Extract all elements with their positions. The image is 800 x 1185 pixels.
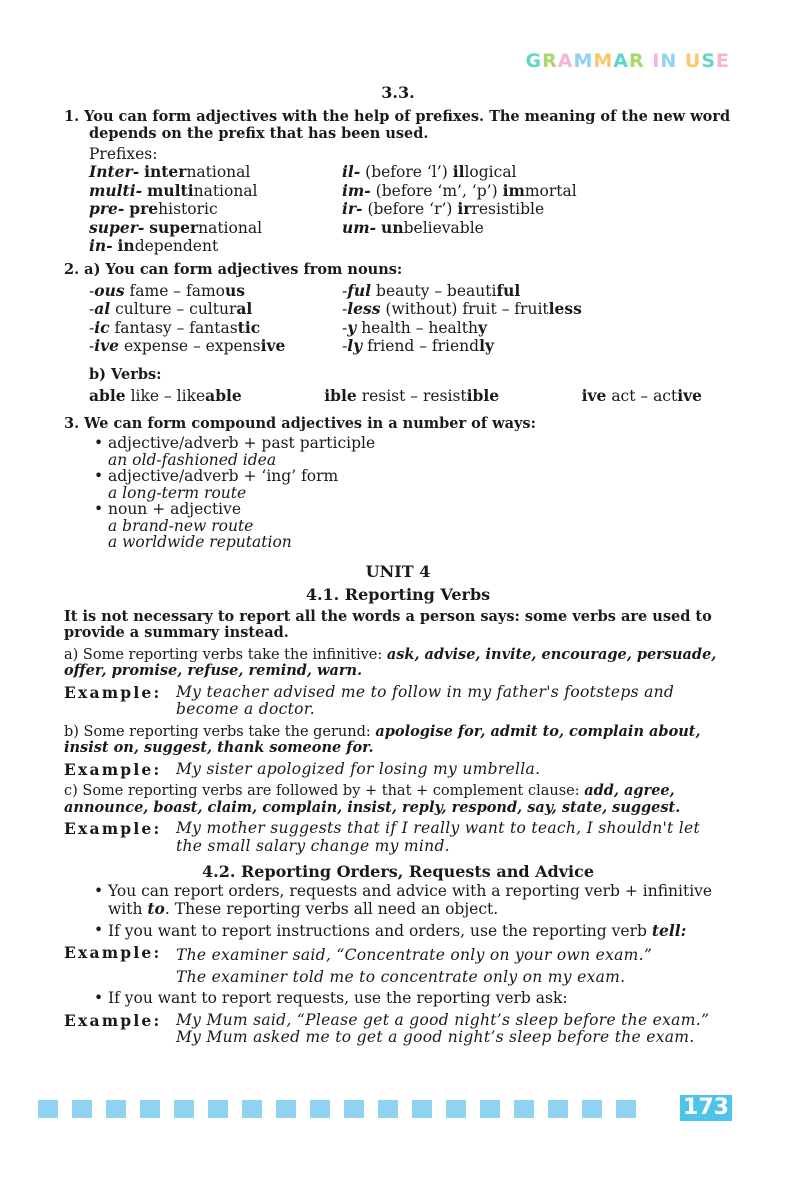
header-letter: M bbox=[573, 50, 594, 72]
suffix-row: -ful beauty – beautiful bbox=[342, 280, 521, 300]
footer-square bbox=[208, 1100, 228, 1118]
header-letter: R bbox=[542, 50, 558, 72]
header-letter: I bbox=[652, 50, 661, 72]
point-2a-heading: 2. a) You can form adjectives from nouns: bbox=[64, 260, 403, 278]
footer-square bbox=[616, 1100, 636, 1118]
rule-b: b) Some reporting verbs take the gerund: apologise for, admit to, complain about, insist on, suggest, thank someone for. bbox=[64, 722, 701, 756]
header-letter: A bbox=[557, 50, 574, 72]
compound-item: • adjective/adverb + past participle an old-fashioned idea bbox=[108, 435, 732, 468]
footer-square bbox=[378, 1100, 398, 1118]
unit-4-title: UNIT 4 bbox=[365, 561, 431, 581]
example-5: Example: My Mum said, “Please get a good night’s sleep before the exam.” My Mum asked me to get a good night’s sleep before the exam. bbox=[64, 1010, 710, 1046]
compound-list bbox=[64, 435, 732, 551]
header-space bbox=[677, 50, 685, 72]
suffix-row: -ous fame – famous bbox=[89, 280, 245, 300]
suffix-row: -ic fantasy – fantastic bbox=[89, 317, 261, 337]
noun-suffix-table bbox=[64, 282, 732, 356]
footer-square bbox=[242, 1100, 262, 1118]
footer-square bbox=[72, 1100, 92, 1118]
page-content bbox=[64, 84, 732, 1047]
header-letter: R bbox=[629, 50, 645, 72]
point-3 bbox=[64, 415, 732, 551]
example-1: Example: My teacher advised me to follow in my father's footsteps and become a doctor. bbox=[64, 682, 675, 718]
page-number: 173 bbox=[680, 1095, 732, 1121]
example-label: Example: bbox=[64, 819, 162, 838]
section-4-2-title: 4.2. Reporting Orders, Requests and Advice bbox=[201, 862, 595, 881]
point-3-heading: 3. We can form compound adjectives in a number of ways: bbox=[64, 415, 536, 432]
header-letter: A bbox=[613, 50, 630, 72]
rule-c: c) Some reporting verbs are followed by + that + complement clause: add, agree, announce, boast, claim, complain, insist, reply, respond, say, state, suggest. bbox=[64, 782, 681, 816]
point-1-heading-line: 1. You can form adjectives with the help of prefixes. The meaning of the new word bbox=[64, 107, 731, 125]
verb-suffix-item: ive act – active bbox=[581, 385, 702, 405]
footer-square bbox=[174, 1100, 194, 1118]
reporting-bullet: • If you want to report requests, use the reporting verb ask: bbox=[108, 990, 732, 1008]
example-label: Example: bbox=[64, 943, 162, 962]
example-label: Example: bbox=[64, 759, 162, 779]
reporting-bullets bbox=[64, 990, 732, 1008]
header-letter: E bbox=[716, 50, 730, 72]
prefix-row: super- supernational bbox=[89, 217, 263, 237]
reporting-bullet: • You can report orders, requests and advice with a reporting verb + infinitive with to. These reporting verbs all need an object. bbox=[108, 883, 732, 919]
footer-square bbox=[514, 1100, 534, 1118]
prefix-table bbox=[89, 163, 732, 256]
suffix-row: -ive expense – expensive bbox=[89, 336, 286, 355]
example-label: Example: bbox=[64, 682, 162, 702]
prefixes-label: Prefixes: bbox=[89, 144, 158, 163]
point-1 bbox=[64, 108, 732, 256]
prefix-row: pre- prehistoric bbox=[89, 199, 218, 218]
footer-square bbox=[548, 1100, 568, 1118]
footer-decoration bbox=[38, 1098, 728, 1120]
footer-square bbox=[412, 1100, 432, 1118]
footer-square bbox=[276, 1100, 296, 1118]
reporting-bullet: • If you want to report instructions and orders, use the reporting verb tell: bbox=[108, 922, 732, 941]
compound-item: • noun + adjective a brand-new route a worldwide reputation bbox=[108, 501, 732, 551]
running-header bbox=[525, 50, 730, 72]
section-3-3-title: 3.3. bbox=[381, 83, 415, 102]
prefix-row: ir- (before ‘r’) irresistible bbox=[342, 199, 545, 218]
footer-square bbox=[480, 1100, 500, 1118]
footer-square bbox=[344, 1100, 364, 1118]
prefix-row: multi- multinational bbox=[89, 180, 258, 200]
rule-a: a) Some reporting verbs take the infinitive: ask, advise, invite, encourage, persuade, offer, promise, refuse, remind, warn. bbox=[64, 645, 717, 679]
example-2: Example: My sister apologized for losing my umbrella. bbox=[64, 759, 541, 779]
header-letter: S bbox=[701, 50, 717, 72]
point-2 bbox=[64, 261, 732, 406]
footer-square bbox=[106, 1100, 126, 1118]
example-3: Example: My mother suggests that if I really want to teach, I shouldn't let the small salary change my mind. bbox=[64, 819, 701, 855]
prefix-row: il- (before ‘l’) illogical bbox=[342, 162, 517, 181]
example-label: Example: bbox=[64, 1010, 162, 1030]
compound-item: • adjective/adverb + ‘ing’ form a long-term route bbox=[108, 468, 732, 501]
point-1-heading bbox=[64, 108, 732, 142]
section-4-1-title: 4.1. Reporting Verbs bbox=[305, 585, 491, 604]
verb-suffix-row bbox=[64, 387, 732, 406]
point-1-heading-line: depends on the prefix that has been used. bbox=[89, 124, 429, 142]
header-letter: U bbox=[684, 50, 702, 72]
verb-suffix-item: able like – likeable bbox=[89, 385, 242, 405]
prefix-row: Inter- international bbox=[89, 162, 251, 181]
suffix-row: -less (without) fruit – fruitless bbox=[342, 299, 582, 318]
footer-square bbox=[140, 1100, 160, 1118]
example-4: Example: The examiner said, “Concentrate only on your own exam.” The examiner told me to concentrate only on my exam. bbox=[64, 943, 653, 986]
prefix-row: um- unbelievable bbox=[342, 217, 484, 237]
suffix-row: -ly friend – friendly bbox=[342, 336, 494, 355]
suffix-row: -y health – healthy bbox=[342, 317, 487, 337]
suffix-row: -al culture – cultural bbox=[89, 299, 253, 318]
verb-suffix-item: ible resist – resistible bbox=[324, 385, 500, 405]
prefix-row: im- (before ‘m’, ‘p’) immortal bbox=[342, 180, 577, 200]
footer-square bbox=[310, 1100, 330, 1118]
unit-4-intro: It is not necessary to report all the words a person says: some verbs are used to provide a summary instead. bbox=[64, 607, 712, 641]
header-letter: M bbox=[593, 50, 614, 72]
prefix-row: in- independent bbox=[89, 236, 219, 255]
header-letter: G bbox=[525, 50, 543, 72]
footer-square bbox=[38, 1100, 58, 1118]
header-letter: N bbox=[660, 50, 678, 72]
point-2b-heading: b) Verbs: bbox=[89, 365, 162, 383]
reporting-bullets bbox=[64, 883, 732, 941]
footer-square bbox=[446, 1100, 466, 1118]
footer-square bbox=[582, 1100, 602, 1118]
